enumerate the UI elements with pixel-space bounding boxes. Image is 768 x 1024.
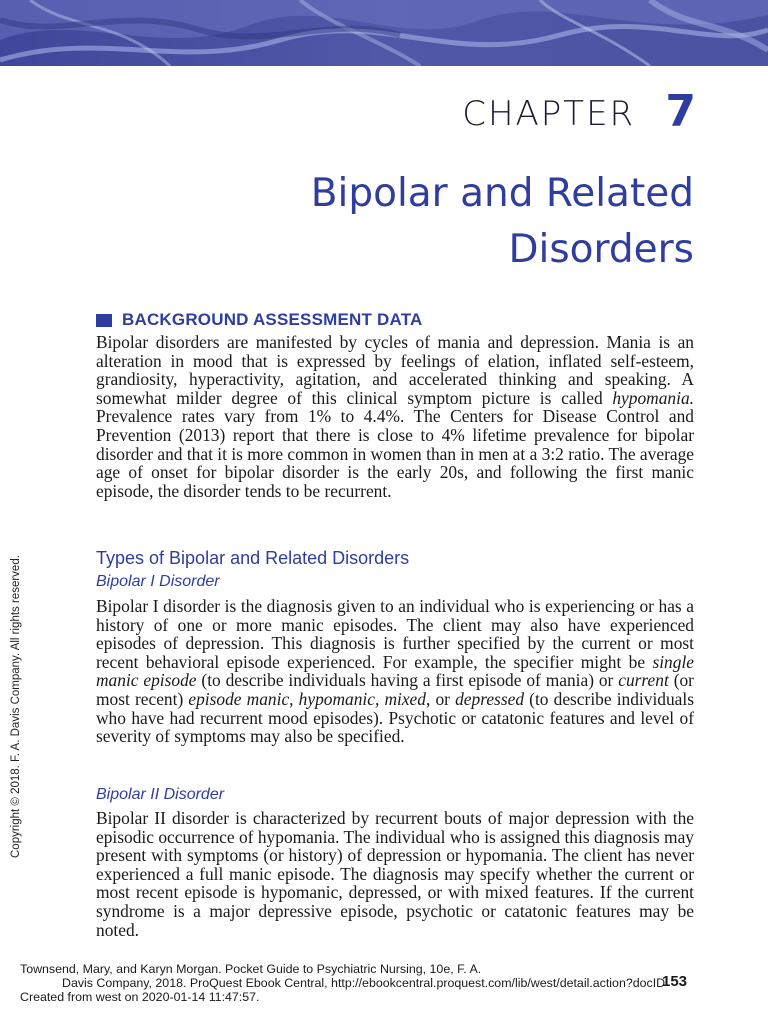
bipolar-2-heading: Bipolar II Disorder: [96, 786, 225, 803]
decorative-banner: [0, 0, 768, 66]
citation-line-3: Created from west on 2020-01-14 11:47:57.: [20, 990, 260, 1005]
chapter-title: [94, 166, 694, 278]
section-heading-text: BACKGROUND ASSESSMENT DATA: [122, 310, 423, 329]
chapter-label-text: CHAPTER: [462, 94, 636, 134]
chapter-title-line-1: Bipolar and Related: [310, 171, 694, 216]
bipolar-1-term-4: depressed: [455, 688, 525, 709]
page-number: 153: [662, 973, 688, 990]
bipolar-2-paragraph: Bipolar II disorder is characterized by recurrent bouts of major depression with the episodic occurrence of hypomania. The individual who is assigned this diagnosis may present with symptoms (or history) of depression or hypomania. The client has never experienced a full manic episode. The diagnosis may specify whether the current or most recent episode is hypomanic, depressed, or with mixed features. If the current syndrome is a major depressive episode, psychotic or catatonic features may be noted.: [96, 808, 694, 940]
bipolar-1-term-1: single manic episode: [96, 651, 694, 691]
side-copyright-notice: Copyright © 2018. F. A. Davis Company. All rights reserved.: [10, 555, 22, 858]
citation-footer: [20, 962, 760, 1005]
section-square-icon: [96, 314, 112, 327]
intro-text-2: Prevalence rates vary from 1% to 4.4%. The Centers for Disease Control and Prevention (2013) report that there is close to 4% lifetime prevalence for bipolar disorder and that it is more common in women than in men at a 3:2 ratio. The average age of onset for bipolar disorder is the early 20s, and following the first manic episode, the disorder tends to be recurrent.: [96, 406, 694, 501]
chapter-label: [462, 94, 692, 134]
citation-line-2: Davis Company, 2018. ProQuest Ebook Central, http://ebookcentral.proquest.com/lib/west/detail.action?docID: [62, 976, 666, 991]
bipolar-1-text-5: (to describe individuals who have had recurrent mood episodes). Psychotic or catatonic features and level of severity of symptoms may also be specified.: [96, 688, 694, 747]
bipolar-1-text-2: (to describe individuals having a first episode of mania) or: [196, 670, 619, 691]
chapter-number: 7: [665, 86, 696, 137]
bipolar-1-term-3: episode manic, hypomanic, mixed: [188, 688, 426, 709]
chapter-title-line-2: Disorders: [508, 227, 694, 272]
bipolar-1-paragraph: [96, 597, 694, 746]
bipolar-1-term-2: current: [618, 670, 669, 691]
intro-term: hypomania.: [612, 387, 694, 408]
bipolar-1-text-4: , or: [425, 688, 456, 709]
types-heading: Types of Bipolar and Related Disorders: [96, 548, 410, 568]
bipolar-1-text-3: (or most recent): [96, 670, 694, 709]
citation-line-1: Townsend, Mary, and Karyn Morgan. Pocket Guide to Psychiatric Nursing, 10e, F. A.: [20, 962, 482, 976]
intro-text-1: Bipolar disorders are manifested by cycles of mania and depression. Mania is an alteration in mood that is expressed by feelings of elation, inflated self-esteem, grandiosity, hyperactivity, agitation, and accelerated thinking and speaking. A somewhat milder degree of this clinical symptom picture is called: [96, 332, 694, 408]
intro-paragraph: [96, 333, 694, 500]
section-heading: [96, 310, 423, 330]
bipolar-1-heading: Bipolar I Disorder: [96, 573, 220, 590]
bipolar-1-text-1: Bipolar I disorder is the diagnosis given to an individual who is experiencing or has a history of one or more manic episodes. The client may also have experienced episodes of depression. This diagnosis is further specified by the current or most recent behavioral episode experienced. For example, the specifier might be: [96, 596, 694, 672]
